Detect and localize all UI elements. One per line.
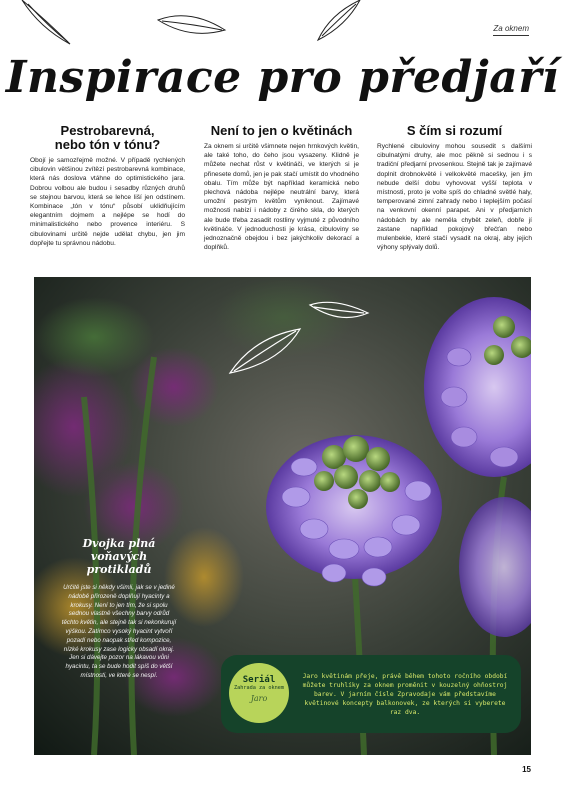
leaf-sketch-icon (0, 0, 565, 50)
sidebar-heading: Dvojka plná voňavých protikladů (82, 537, 156, 576)
section-label: Za oknem (493, 24, 529, 36)
article-column-1 (30, 124, 185, 248)
column-heading: Není to jen o květinách (210, 123, 353, 138)
badge-subtitle: Zahrada za oknem (234, 685, 284, 691)
column-heading: Pestrobarevná, nebo tón v tónu? (54, 123, 161, 152)
badge-title: Seriál (242, 675, 276, 685)
article-column-2 (204, 124, 359, 252)
page-number: 15 (522, 765, 531, 774)
sidebar-box (60, 537, 178, 681)
sidebar-body: Určitě jste si někdy všimli, jak se v jediné nádobě přirozeně doplňují hyacinty a krokusy. Není to jen tím, že si spolu sednou vlastně všechny barvy odrůd těchto květin, ale stejně tak si nekonkurují výškou. Zatímco vysoký hyacint vytvoří pozadí nebo naopak střed kompozice, nízké krokusy zase logicky obsadí okraj. Jen si dávejte pozor na lákavou vůni hyacintu, ta se bude hodit spíš do větší místnosti, ve které se nespí. (61, 584, 177, 679)
badge-script: Jaro (250, 694, 268, 703)
serial-badge (229, 663, 289, 723)
serial-text: Jaro květinám přeje, právě během tohoto ročního období můžete truhlíky za oknem proměnit v kouzelný ohňostroj barev. V jarním čísle Zpravodaje vám představíme květinové koncepty balkonovek, ze kterých si vyberete raz dva. (302, 673, 508, 716)
column-body: Obojí je samozřejmě možné. V případě rychlených cibulovin většinou zvítězí pestrobarevná kombinace, která nás doslova vtáhne do optimistického jara. Dobrou volbou ale budou i sesadby různých druhů se stejnou barvou, která se lehce liší jen odstínem. Kombinace „tón v tónu“ působí uklidňujícím elegantním dojmem a nejlépe se hodí do minimalistického nebo provence interiéru. S cibulovinami určitě nejde udělat chybu, jen jim dopřejte tu správnou nádobu. (30, 157, 185, 247)
column-heading: S čím si rozumí (406, 123, 503, 138)
article-column-3 (377, 124, 532, 252)
page-title: Inspirace pro předjaří (5, 52, 560, 103)
column-body: Rychlené cibuloviny mohou sousedit s dalšími cibulnatými druhy, ale moc pěkně si sednou i s tradiční předjarní prvosenkou. Stejně tak je zajímavé doplnit drobnokvěté i velkokvěté macešky, jen jim nebude delší dobu vyhovovat vyšší teplota v místnosti, proto je volte spíš do chladné světlé haly, temperované zimní zahrady nebo i teplejším počasí na venkovní okenní parapet. Ani v předjarních nádobách by ale neměla chybět zeleň, dobře jí zastane například pokojový břečťan nebo mulenbekie, které stačí vysadit na okraj, aby jejich výhony splývaly dolů. (377, 143, 532, 252)
column-body: Za oknem si určitě všimnete nejen hrnkových květin, ale také toho, do čeho jsou vysazeny. Klidně je můžete nechat růst v květináči, ve kterých si je přinesete domů, jen je pak stačí umístit do vhodného obalu. Tím může být například keramická nebo plechová nádoba nejlépe neutrální barvy, která umožní pestrým květům vyniknout. Zajímavé možnosti nabízí i nádoby z čirého skla, do kterých ale bude třeba zasadit rostliny vyjmuté z původního květináče. V jednoduchosti je krása, cibuloviny se jednoznačně obejdou i bez jakýchkoliv dekorací a doplňků. (204, 143, 359, 252)
